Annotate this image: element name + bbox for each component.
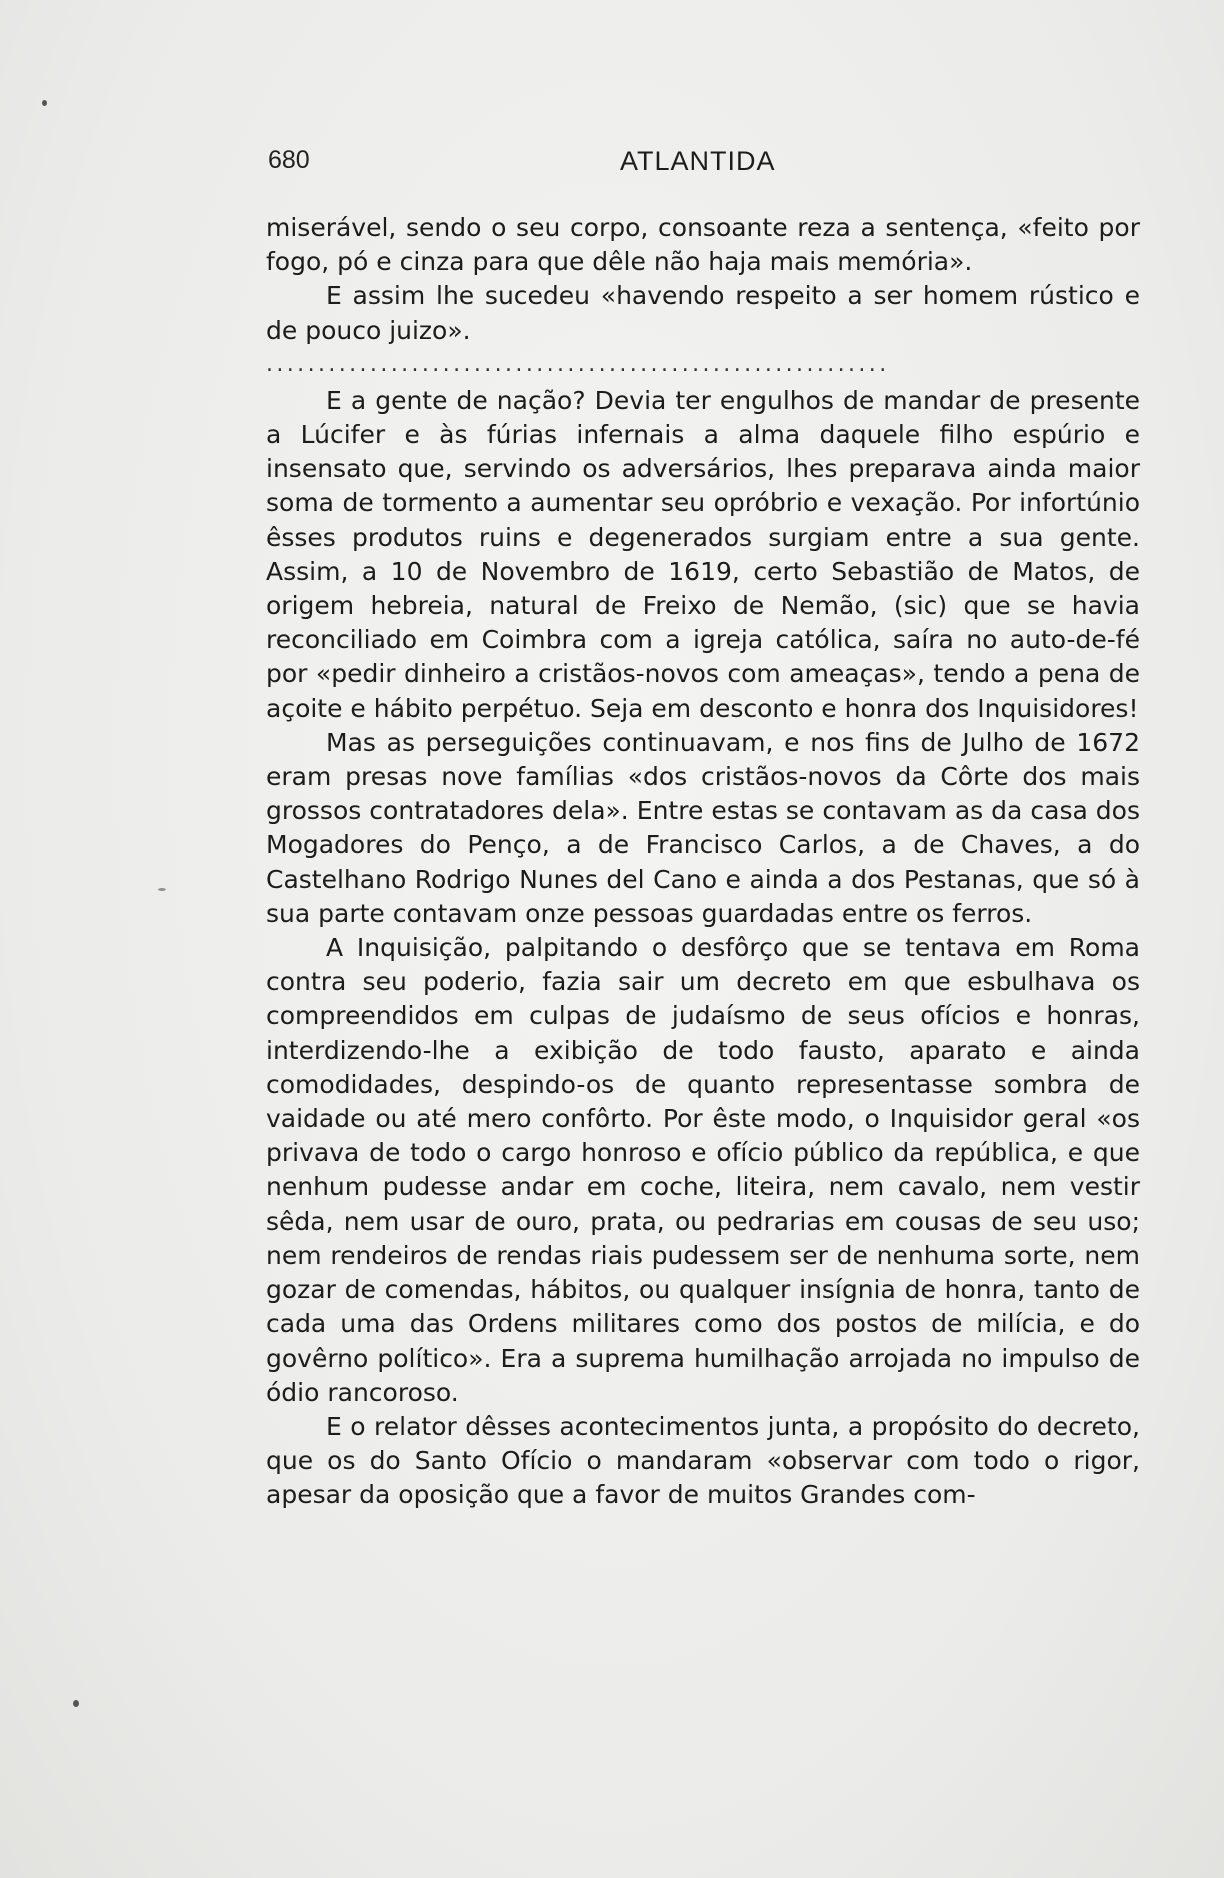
section-separator: ............................................................ <box>266 351 890 377</box>
print-speck <box>158 888 166 891</box>
paragraph: E a gente de nação? Devia ter engulhos de mandar de presente a Lúcifer e às fúrias infernais a alma daquele filho espúrio e insensato que, servindo os adversários, lhes preparava ainda maior soma de tormento a aumentar seu opróbrio e vexação. Por infortúnio êsses produtos ruins e degenerados surgiam entre a sua gente. Assim, a 10 de Novembro de 1619, certo Sebastião de Matos, de origem hebreia, natural de Freixo de Nemão, (sic) que se havia reconciliado em Coimbra com a igreja católica, saíra no auto-de-fé por «pedir dinheiro a cristãos-novos com ameaças», tendo a pena de açoite e hábito perpétuo. Seja em desconto e honra dos Inquisidores! <box>266 385 1140 723</box>
paragraph: E assim lhe sucedeu «havendo respeito a ser homem rústico e de pouco juizo». <box>266 281 1140 345</box>
paragraph: E o relator dêsses acontecimentos junta, a propósito do decreto, que os do Santo Ofício o mandaram «observar com todo o rigor, apesar da oposição que a favor de muitos Grandes com- <box>266 1411 1140 1510</box>
running-title: ATLANTIDA <box>620 146 776 176</box>
running-head <box>268 146 1138 182</box>
print-speck <box>73 1700 79 1707</box>
paragraph: Mas as perseguições continuavam, e nos fins de Julho de 1672 eram presas nove famílias «dos cristãos-novos da Côrte dos mais grossos contratadores dela». Entre estas se contavam as da casa dos Mogadores do Penço, a de Francisco Carlos, a de Chaves, a do Castelhano Rodrigo Nunes del Cano e ainda a dos Pestanas, que só à sua parte contavam onze pessoas guardadas entre os ferros. <box>266 727 1140 928</box>
paragraph: A Inquisição, palpitando o desfôrço que se tentava em Roma contra seu poderio, fazia sair um decreto em que esbulhava os compreendidos em culpas de judaísmo de seus ofícios e honras, interdizendo-lhe a exibição de todo fausto, aparato e ainda comodidades, despindo-os de quanto representasse sombra de vaidade ou até mero confôrto. Por êste modo, o Inquisidor geral «os privava de todo o cargo honroso e ofício público da república, e que nenhum pudesse andar em coche, liteira, nem cavalo, nem vestir sêda, nem usar de ouro, prata, ou pedrarias em cousas de seu uso; nem rendeiros de rendas riais pudessem ser de nenhuma sorte, nem gozar de comendas, hábitos, ou qualquer insígnia de honra, tanto de cada uma das Ordens militares como dos postos de milícia, e do govêrno político». Era a suprema humilhação arrojada no impulso de ódio rancoroso. <box>266 933 1140 1407</box>
paragraph: miserável, sendo o seu corpo, consoante reza a sentença, «feito por fogo, pó e cinza para que dêle não haja mais memória». <box>266 213 1140 277</box>
body-text <box>266 211 1140 1513</box>
print-speck <box>42 100 47 106</box>
page-number: 680 <box>268 146 310 174</box>
